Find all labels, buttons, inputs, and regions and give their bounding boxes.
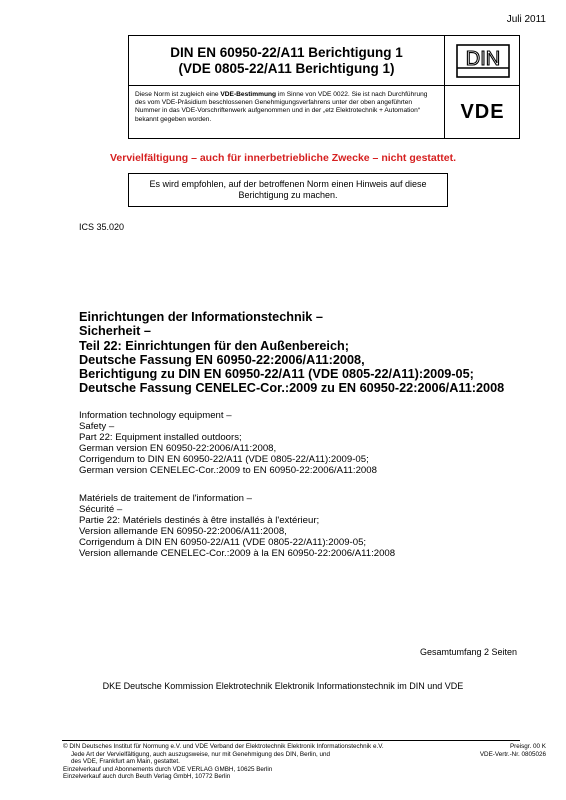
- note-text-start: Diese Norm ist zugleich eine: [135, 91, 221, 98]
- title-german: [79, 310, 504, 396]
- title-fr-line: Partie 22: Matériels destinés à être installés à l'extérieur;: [79, 515, 320, 526]
- title-de-line: Deutsche Fassung CENELEC-Cor.:2009 zu EN 60950-22:2006/A11:2008: [79, 381, 505, 396]
- vde-regulation-note: [129, 86, 445, 138]
- price-group: Preisgr. 00 K: [509, 743, 546, 750]
- standard-title-cell: [129, 36, 445, 86]
- ics-code: ICS 35.020: [79, 222, 125, 232]
- title-fr-line: Sécurité –: [79, 504, 123, 515]
- title-de-line: Deutsche Fassung EN 60950-22:2006/A11:2008,: [79, 352, 365, 367]
- dke-commission: DKE Deutsche Kommission Elektrotechnik Elektronik Informationstechnik im DIN und VDE: [102, 681, 464, 691]
- price-info: [480, 743, 546, 758]
- total-pages: Gesamtumfang 2 Seiten: [419, 647, 517, 657]
- din-logo-icon: [456, 44, 510, 78]
- copyright-line: Jede Art der Vervielfältigung, auch auszugsweise, nur mit Genehmigung des DIN, Berlin, und: [71, 750, 331, 758]
- din-logo: [445, 36, 520, 86]
- title-en-line: German version CENELEC-Cor.:2009 to EN 60950-22:2006/A11:2008: [79, 465, 377, 476]
- vde-order-number: VDE-Vertr.-Nr. 0805026: [479, 750, 546, 758]
- copyright-line: des VDE, Frankfurt am Main, gestattet.: [71, 758, 180, 766]
- vde-logo: [445, 86, 520, 138]
- recommendation-box: [128, 173, 448, 207]
- title-fr-line: Version allemande EN 60950-22:2006/A11:2008,: [79, 526, 287, 537]
- sales-line: Einzelverkauf und Abonnements durch VDE VERLAG GMBH, 10625 Berlin: [63, 765, 273, 773]
- title-fr-line: Matériels de traitement de l'information –: [79, 493, 253, 504]
- recommendation-line-1: Es wird empfohlen, auf der betroffenen Norm einen Hinweis auf diese: [149, 179, 427, 189]
- sales-line: Einzelverkauf auch durch Beuth Verlag GmbH, 10772 Berlin: [63, 773, 231, 781]
- note-text-end: im Sinne von VDE 0022. Sie ist nach Durchführung des vom VDE-Präsidium beschlossenen Genehmigungsverfahrens unter der oben angeführten Nummer in das VDE-Vorschriftenwerk aufgenommen und in der „etz Elektrotechnik + Automation“ bekannt gegeben worden.: [135, 91, 428, 123]
- title-fr-line: Corrigendum à DIN EN 60950-22/A11 (VDE 0805-22/A11):2009-05;: [79, 537, 367, 548]
- title-english: [79, 410, 377, 476]
- title-en-line: Part 22: Equipment installed outdoors;: [79, 432, 242, 443]
- standard-subtitle: (VDE 0805-22/A11 Berichtigung 1): [178, 60, 395, 76]
- title-de-line: Teil 22: Einrichtungen für den Außenbereich;: [79, 338, 349, 353]
- footer-divider: [62, 740, 520, 741]
- recommendation-line-2: Berichtigung zu machen.: [238, 190, 338, 200]
- title-en-line: Information technology equipment –: [79, 410, 232, 421]
- copy-warning: Vervielfältigung – auch für innerbetriebliche Zwecke – nicht gestattet.: [109, 152, 456, 164]
- title-fr-line: Version allemande CENELEC-Cor.:2009 à la EN 60950-22:2006/A11:2008: [79, 548, 396, 559]
- title-en-line: Corrigendum to DIN EN 60950-22/A11 (VDE 0805-22/A11):2009-05;: [79, 454, 369, 465]
- title-en-line: German version EN 60950-22:2006/A11:2008,: [79, 443, 277, 454]
- copyright-notice: [63, 743, 423, 781]
- publication-date: Juli 2011: [506, 14, 546, 25]
- vde-logo-text: VDE: [460, 100, 505, 123]
- title-french: [79, 493, 395, 559]
- header-box: [128, 35, 520, 139]
- title-de-line: Berichtigung zu DIN EN 60950-22/A11 (VDE 0805-22/A11):2009-05;: [79, 367, 474, 382]
- title-en-line: Safety –: [79, 421, 115, 432]
- svg-text:DIN: DIN: [465, 47, 500, 70]
- standard-title: DIN EN 60950-22/A11 Berichtigung 1: [170, 44, 403, 60]
- title-de-line: Einrichtungen der Informationstechnik –: [79, 310, 323, 324]
- note-text-bold: VDE-Bestimmung: [220, 91, 277, 98]
- copyright-line: © DIN Deutsches Institut für Normung e.V. und VDE Verband der Elektrotechnik Elektronik Informationstechnik e.V.: [63, 743, 384, 750]
- title-de-line: Sicherheit –: [79, 324, 151, 339]
